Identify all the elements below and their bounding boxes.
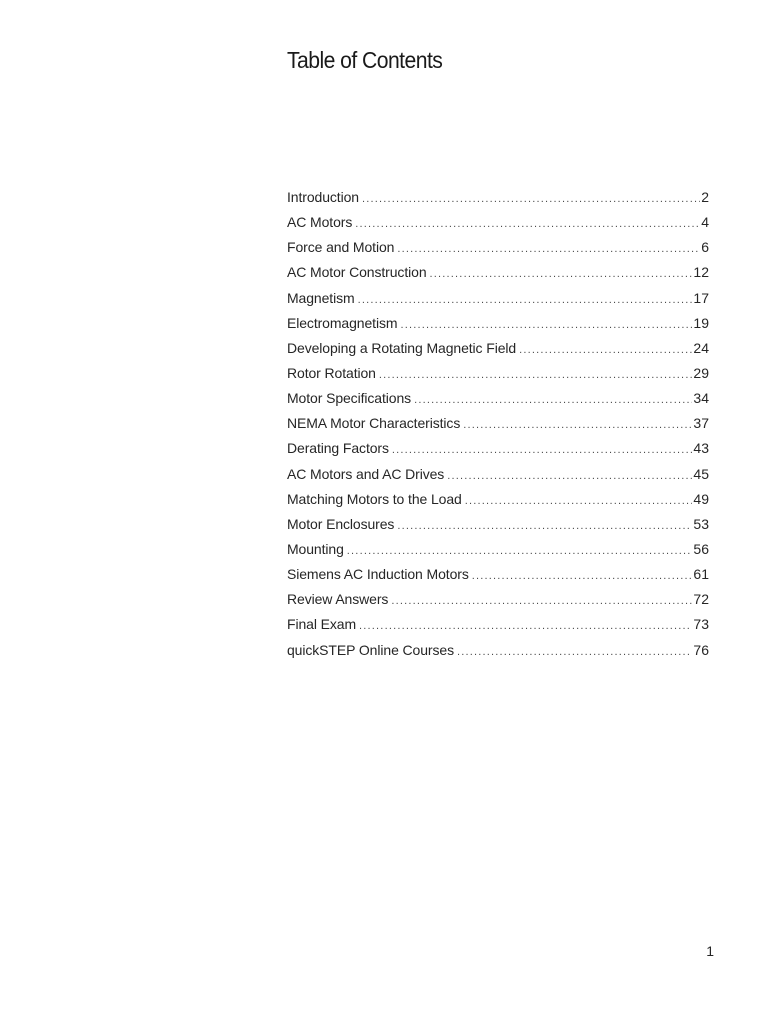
dot-leader (362, 187, 700, 210)
dot-leader (472, 564, 693, 587)
toc-entry[interactable] (287, 487, 709, 512)
toc-entry-label: Final Exam (287, 616, 357, 633)
toc-entry[interactable] (287, 336, 709, 361)
toc-entry[interactable] (287, 512, 709, 537)
toc-entry[interactable] (287, 612, 709, 637)
toc-entry[interactable] (287, 260, 709, 285)
toc-entry-label: Siemens AC Induction Motors (287, 566, 469, 583)
toc-entry-label: quickSTEP Online Courses (287, 641, 454, 658)
toc-entry-page: 2 (701, 189, 709, 205)
dot-leader (347, 539, 693, 562)
dot-leader (359, 614, 692, 637)
toc-entry[interactable] (287, 311, 709, 336)
dot-leader (379, 363, 693, 386)
toc-entry-label: Review Answers (287, 591, 389, 608)
dot-leader (397, 514, 692, 537)
toc-entry-page: 4 (701, 214, 709, 231)
toc-entry-page: 29 (693, 364, 709, 381)
toc-entry-label: Introduction (287, 189, 359, 205)
toc-entry-page: 17 (693, 289, 709, 306)
toc-entry[interactable] (287, 386, 709, 411)
dot-leader (358, 288, 693, 311)
toc-entry-page: 56 (693, 540, 709, 557)
dot-leader (463, 413, 692, 436)
toc-entry[interactable] (287, 235, 709, 260)
toc-entry[interactable] (287, 587, 709, 612)
toc-entry-label: Force and Motion (287, 239, 395, 256)
dot-leader (447, 464, 692, 487)
toc-entry-page: 34 (693, 390, 709, 407)
toc-entry-label: AC Motor Construction (287, 264, 427, 281)
toc-entry-label: AC Motors and AC Drives (287, 465, 445, 482)
toc-entry-label: Derating Factors (287, 440, 389, 457)
toc-entry[interactable] (287, 562, 709, 587)
toc-entry[interactable] (287, 537, 709, 562)
page-number: 1 (706, 943, 714, 959)
toc-entry[interactable] (287, 462, 709, 487)
toc-entry-label: AC Motors (287, 214, 353, 231)
toc-entry-label: Matching Motors to the Load (287, 490, 462, 507)
toc-entry[interactable] (287, 411, 709, 436)
toc-entry-page: 73 (693, 616, 709, 633)
toc-entry-label: Developing a Rotating Magnetic Field (287, 339, 517, 356)
toc-entry-label: Magnetism (287, 289, 355, 306)
toc-entry[interactable] (287, 638, 709, 663)
dot-leader (465, 489, 693, 512)
toc-entry[interactable] (287, 436, 709, 461)
toc-entry[interactable] (287, 185, 709, 210)
dot-leader (355, 212, 700, 235)
dot-leader (397, 237, 700, 260)
dot-leader (430, 262, 693, 285)
page-title: Table of Contents (287, 47, 443, 73)
toc-entry-page: 45 (693, 465, 709, 482)
toc-entry-label: Motor Specifications (287, 390, 412, 407)
toc-entry[interactable] (287, 361, 709, 386)
toc-entry-label: Electromagnetism (287, 314, 398, 331)
toc-entry-page: 37 (693, 415, 709, 432)
toc-entry-page: 19 (693, 314, 709, 331)
dot-leader (414, 388, 692, 411)
dot-leader (519, 338, 692, 361)
dot-leader (400, 313, 692, 336)
toc-entry-page: 72 (693, 591, 709, 608)
toc-entry-label: NEMA Motor Characteristics (287, 415, 461, 432)
toc-entry-page: 53 (693, 515, 709, 532)
toc-entry-label: Mounting (287, 540, 344, 557)
dot-leader (391, 589, 692, 612)
toc-entry-page: 61 (693, 566, 709, 583)
toc-entry-page: 6 (701, 239, 709, 256)
dot-leader (392, 438, 693, 461)
toc-entry-label: Motor Enclosures (287, 515, 395, 532)
toc-entry-page: 76 (693, 641, 709, 658)
toc-entry-page: 24 (693, 339, 709, 356)
toc-entry-label: Rotor Rotation (287, 364, 376, 381)
table-of-contents (287, 185, 709, 663)
toc-entry-page: 12 (693, 264, 709, 281)
toc-entry-page: 43 (693, 440, 709, 457)
toc-entry[interactable] (287, 286, 709, 311)
toc-entry[interactable] (287, 210, 709, 235)
dot-leader (457, 640, 692, 663)
toc-entry-page: 49 (693, 490, 709, 507)
